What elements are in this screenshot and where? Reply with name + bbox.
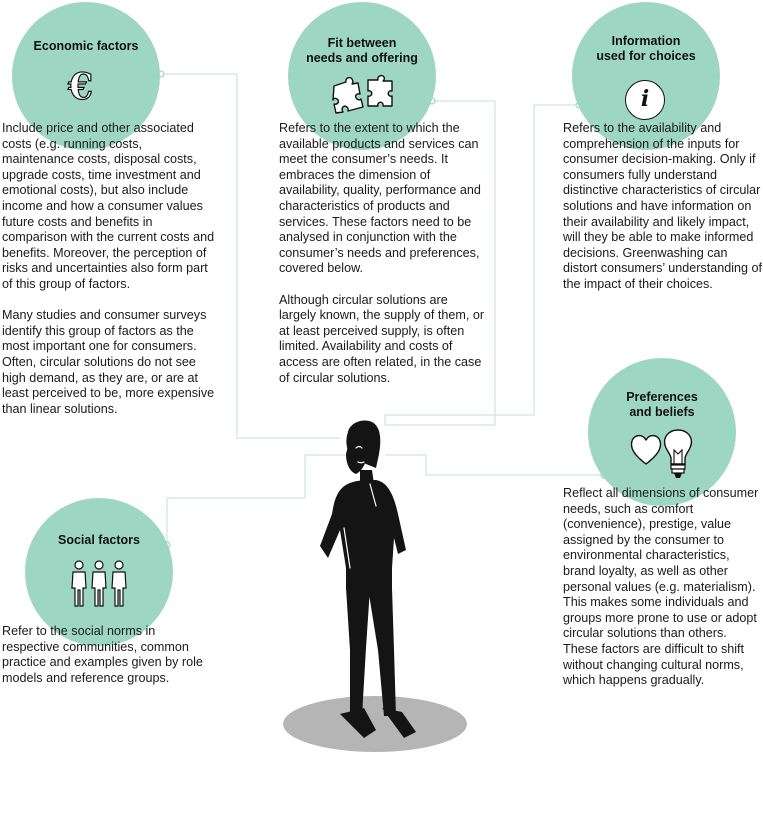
fit-paragraph-2: Although circular solutions are largely known, the supply of them, or at least perceived supply, is often limited. Availability and costs of access are often related, in the case of circular solutions. [279, 292, 485, 385]
heart-and-lightbulb-icon [630, 428, 696, 484]
preferences-paragraph-1: Reflect all dimensions of consumer needs, such as comfort (convenience), prestige, value assigned by the consumer to environmental characteristics, brand loyalty, as well as other personal values (e.g. materialism). This makes some individuals and groups more prone to use or adopt circular solutions than others. These factors are difficult to shift without changing cultural norms, which happens gradually. [563, 486, 759, 688]
information-paragraph-1: Refers to the availability and comprehension of the inputs for consumer decision-making. Only if consumers fully understand distinctive characteristics of circular solutions and have information on their availability and likely impact, will they be able to make informed decisions. Greenwashing can distort consumers’ understanding of the impact of their choices. [563, 121, 763, 291]
fit-paragraph-1: Refers to the extent to which the available products and services can meet the consumer’s needs. It embraces the dimension of availability, quality, performance and characteristics of products and services. These factors need to be analysed in conjunction with the consumer’s needs and preferences, covered below. [279, 121, 481, 276]
consumer-figure-icon [280, 418, 472, 758]
info-icon [625, 80, 665, 120]
person-icon-3 [112, 561, 126, 606]
information-description [563, 121, 763, 293]
fit-description [279, 121, 487, 386]
euro-glyph: € [68, 66, 94, 108]
economic-factors-description [2, 121, 217, 417]
social-factors-title: Social factors [58, 533, 140, 547]
social-factors-description [2, 624, 207, 686]
fit-title: Fit between needs and offering [306, 36, 418, 65]
info-glyph: i [640, 86, 650, 112]
people-group-icon [70, 560, 128, 608]
economic-factors-paragraph-1: Include price and other associated costs (e.g. running costs, maintenance costs, disposal costs, upgrade costs, time investment and emotional costs), but also include income and how a consumer values future costs and benefits in comparison with the current costs and benefits. Moreover, the perception of risks and uncertainties also form part of this group of factors. [2, 121, 215, 291]
preferences-title: Preferences and beliefs [626, 390, 698, 419]
economic-factors-title: Economic factors [33, 39, 139, 53]
preferences-circle [588, 358, 736, 506]
person-icon-1 [72, 561, 86, 606]
preferences-description [563, 486, 763, 689]
economic-factors-paragraph-2: Many studies and consumer surveys identify this group of factors as the most important one for consumers. Often, circular solutions do not see high demand, as they are, or are at least perceived to be, more expensive than linear solutions. [2, 308, 215, 416]
social-factors-paragraph-1: Refer to the social norms in respective communities, common practice and examples given by role models and reference groups. [2, 624, 203, 685]
euro-icon [68, 67, 104, 107]
information-title: Information used for choices [596, 34, 696, 63]
person-icon-2 [92, 561, 106, 606]
figure-shadow [283, 696, 467, 752]
puzzle-pieces-icon [328, 74, 398, 114]
